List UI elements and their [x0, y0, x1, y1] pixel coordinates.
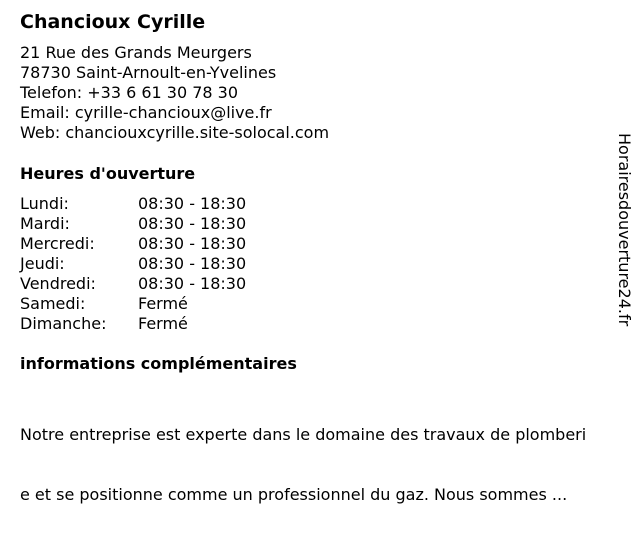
address-line-1: 21 Rue des Grands Meurgers — [20, 43, 252, 62]
opening-hours-table — [20, 194, 246, 334]
day-label: Lundi: — [20, 194, 69, 213]
hours-row-tuesday — [20, 214, 246, 234]
time-value: Fermé — [138, 314, 188, 333]
time-value: 08:30 - 18:30 — [138, 274, 247, 293]
info-line-1: Notre entreprise est experte dans le domaine des travaux de plomberi — [20, 425, 587, 444]
day-label: Mardi: — [20, 214, 70, 233]
time-value: 08:30 - 18:30 — [138, 234, 247, 253]
hours-row-wednesday — [20, 234, 246, 254]
day-label: Mercredi: — [20, 234, 95, 253]
info-line-2: e et se positionne comme un professionnel du gaz. Nous sommes ... — [20, 485, 568, 504]
web-line[interactable]: Web: chanciouxcyrille.site-solocal.com — [20, 123, 330, 142]
day-label: Vendredi: — [20, 274, 96, 293]
hours-row-thursday — [20, 254, 246, 274]
hours-row-saturday — [20, 294, 246, 314]
email-line[interactable]: Email: cyrille-chancioux@live.fr — [20, 103, 272, 122]
contact-block — [20, 43, 329, 143]
business-name: Chancioux Cyrille — [20, 11, 206, 33]
info-description — [20, 385, 630, 545]
hours-heading: Heures d'ouverture — [20, 164, 196, 183]
day-label: Jeudi: — [20, 254, 65, 273]
day-label: Samedi: — [20, 294, 86, 313]
site-watermark: Horairesdouverture24.fr — [615, 133, 634, 327]
phone-line[interactable]: Telefon: +33 6 61 30 78 30 — [20, 83, 239, 102]
hours-row-monday — [20, 194, 246, 214]
time-value: 08:30 - 18:30 — [138, 254, 247, 273]
time-value: 08:30 - 18:30 — [138, 214, 247, 233]
hours-row-friday — [20, 274, 246, 294]
address-line-2: 78730 Saint-Arnoult-en-Yvelines — [20, 63, 277, 82]
info-heading: informations complémentaires — [20, 354, 297, 373]
hours-row-sunday — [20, 314, 246, 334]
time-value: 08:30 - 18:30 — [138, 194, 247, 213]
day-label: Dimanche: — [20, 314, 107, 333]
time-value: Fermé — [138, 294, 188, 313]
